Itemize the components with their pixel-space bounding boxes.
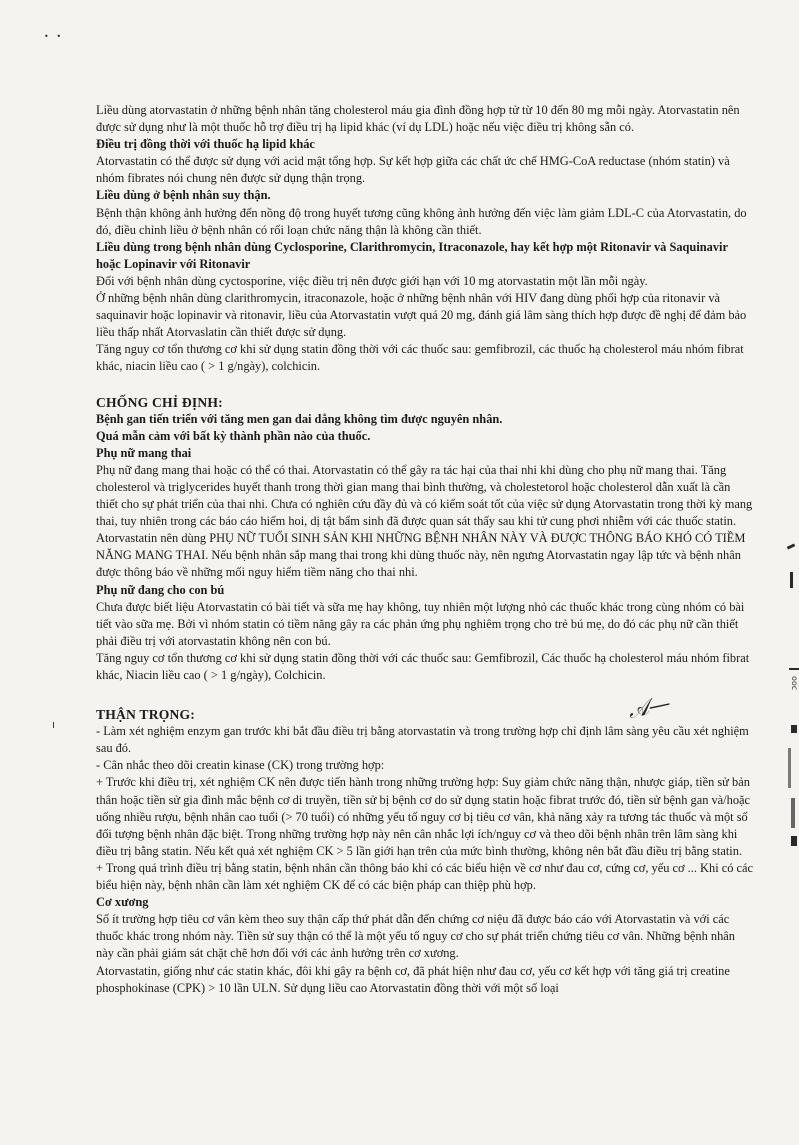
body-paragraph: Liều dùng atorvastatin ở những bệnh nhân tăng cholesterol máu gia đình đồng hợp tử từ 10 đến 80 mg mỗi ngày. Atorvastatin nên được sử dụng như là một thuốc hỗ trợ điều trị hạ lipid khác (ví dụ LDL) hoặc nếu việc điều trị không sẵn có. bbox=[96, 103, 740, 135]
scan-edge-text: ooc bbox=[790, 676, 799, 691]
body-paragraph: + Trong quá trình điều trị bằng statin, bệnh nhân cần thông báo khi có các biểu hiện về cơ như đau cơ, cứng cơ, yếu cơ ... Khi có các biểu hiện này, bệnh nhân cần làm xét nghiệm CK để có các biện pháp can thiệp phù hợp. bbox=[96, 860, 754, 893]
section-heading: Phụ nữ mang thai bbox=[96, 445, 192, 460]
body-paragraph: Bệnh thận không ảnh hưởng đến nồng độ trong huyết tương cũng không ảnh hưởng đến việc làm giảm LDL-C của Atorvastatin, do đó, điều chỉnh liều ở bệnh nhân có rối loạn chức năng thận là không cần thiết. bbox=[96, 205, 747, 237]
body-paragraph: Chưa được biết liệu Atorvastatin có bài tiết và sữa mẹ hay không, tuy nhiên một lượng nhỏ các thuốc khác trong cùng nhóm có bài tiết vào sữa mẹ. Bởi vì nhóm statin có tiềm năng gây ra các phản ứng phụ nghiêm trọng cho trẻ bú mẹ, do đó các phụ nữ cần thiết phải điều trị với atorvastatin không nên con bú. bbox=[96, 599, 745, 648]
section-heading: Quá mẫn cảm với bất kỳ thành phần nào của thuốc. bbox=[96, 428, 371, 443]
body-paragraph: Atorvastatin có thể được sử dụng với acid mật tổng hợp. Sự kết hợp giữa các chất ức chế HMG-CoA reductase (nhóm statin) và nhóm fibrates nói chung nên được sử dụng thận trọng. bbox=[96, 154, 730, 186]
scan-tick: ı bbox=[52, 718, 56, 731]
scan-edge-mark bbox=[791, 798, 795, 828]
section-heading: Cơ xương bbox=[96, 895, 149, 910]
section-heading: Liều dùng ở bệnh nhân suy thận. bbox=[96, 188, 271, 203]
section-title: THẬN TRỌNG: bbox=[96, 707, 196, 723]
scan-edge-mark bbox=[791, 725, 797, 733]
body-paragraph: Phụ nữ đang mang thai hoặc có thể có thai. Atorvastatin có thể gây ra tác hại của thai nhi khi dùng cho phụ nữ mang thai. Tăng cholesterol và triglycerides huyết thanh trong thời gian mang thai bình thường, và cholestetorol hoặc cholesterol dẫn xuất là cần thiết cho sự phát triển của thai nhi. Chưa có nghiên cứu đầy đủ và có kiểm soát tốt của việc sử dụng Atorvastatin trong thời kỳ mang thai, tuy nhiên trong các báo cáo hiếm hoi, dị tật bẩm sinh đã được quan sát thấy sau khi tử cung phơi nhiễm với các thuốc statin. Atorvastatin nên dùng PHỤ NỮ TUỔI SINH SẢN KHI NHỮNG BỆNH NHÂN NÀY VÀ ĐƯỢC THÔNG BÁO KHÓ CÓ TIỀM NĂNG MANG THAI. Nếu bệnh nhân sắp mang thai trong khi dùng thuốc này, nên ngưng Atorvastatin ngay lập tức và bệnh nhân được thông báo về những mối nguy hiểm tiềm năng cho thai nhi. bbox=[96, 462, 753, 580]
body-paragraph: Số ít trường hợp tiêu cơ vân kèm theo suy thận cấp thứ phát dẫn đến chứng cơ niệu đã được báo cáo với Atorvastatin và với các thuốc khác trong nhóm này. Tiền sử suy thận có thể là một yếu tố nguy cơ cho sự phát triển chứng tiêu cơ vân. Những bệnh nhân này cần phải giám sát chặt chẽ hơn đối với các ảnh hưởng trên cơ xương. bbox=[96, 912, 735, 961]
document-body bbox=[96, 102, 754, 997]
body-paragraph: Tăng nguy cơ tổn thương cơ khi sử dụng statin đồng thời với các thuốc sau: gemfibrozil, các thuốc hạ cholesterol máu nhóm fibrat khác, niacin liều cao ( > 1 g/ngày), colchicin. bbox=[96, 342, 744, 374]
scan-dot: • • bbox=[44, 32, 62, 41]
body-paragraph: - Làm xét nghiệm enzym gan trước khi bắt đầu điều trị bằng atorvastatin và trong trường hợp chỉ định lâm sàng yêu cầu xét nghiệm sau đó. bbox=[96, 724, 749, 756]
body-paragraph: Đối với bệnh nhân dùng cyctosporine, việc điều trị nên được giới hạn với 10 mg atorvastatin một lần mỗi ngày. bbox=[96, 273, 648, 288]
scan-edge-mark bbox=[788, 748, 791, 788]
body-paragraph: Atorvastatin, giống như các statin khác, đôi khi gây ra bệnh cơ, đã phát hiện như đau cơ, yếu cơ kết hợp với tăng giá trị creatine phosphokinase (CPK) > 10 lần ULN. Sử dụng liều cao Atorvastatin đồng thời với một số loại bbox=[96, 963, 730, 995]
section-heading: Bệnh gan tiến triển với tăng men gan dai dẳng không tìm được nguyên nhân. bbox=[96, 411, 503, 426]
scan-edge-mark bbox=[791, 836, 797, 846]
body-paragraph: Tăng nguy cơ tổn thương cơ khi sử dụng statin đồng thời với các thuốc sau: Gemfibrozil, Các thuốc hạ cholesterol máu nhóm fibrat khác, Niacin liều cao ( > 1 g/ngày), Colchicin. bbox=[96, 650, 750, 682]
section-heading: Điều trị đồng thời với thuốc hạ lipid khác bbox=[96, 137, 315, 152]
handwritten-signature: 𝒜— bbox=[625, 690, 673, 725]
section-heading: Phụ nữ đang cho con bú bbox=[96, 582, 225, 597]
scan-edge-mark bbox=[787, 543, 796, 549]
section-heading: Liều dùng trong bệnh nhân dùng Cyclosporine, Clarithromycin, Itraconazole, hay kết hợp một Ritonavir và Saquinavir hoặc Lopinavir với Ritonavir bbox=[96, 239, 728, 271]
scan-edge-mark bbox=[790, 572, 793, 588]
section-title: CHỐNG CHỈ ĐỊNH: bbox=[96, 394, 223, 410]
scan-edge-mark bbox=[789, 668, 799, 670]
body-paragraph: - Cân nhắc theo dõi creatin kinase (CK) trong trường hợp: bbox=[96, 758, 385, 773]
body-paragraph: + Trước khi điều trị, xét nghiệm CK nên được tiến hành trong những trường hợp: Suy giảm chức năng thận, nhược giáp, tiền sử bản thân hoặc tiền sử gia đình mắc bệnh cơ di truyền, tiền sử bị bệnh cơ do sử dụng statin hoặc fibrat trước đó, tiền sử bệnh gan và/hoặc uống nhiều rượu, bệnh nhân cao tuổi (> 70 tuổi) có những yếu tố nguy cơ bị tiêu cơ vân, khả năng xảy ra tương tác thuốc và một số đối tượng bệnh nhân đặc biệt. Trong những trường hợp này nên cân nhắc lợi ích/nguy cơ và theo dõi bệnh nhân trên lâm sàng khi điều trị bằng statin. Nếu kết quả xét nghiệm CK > 5 lần giới hạn trên của mức bình thường, không nên bắt đầu điều trị bằng statin. bbox=[96, 775, 751, 858]
body-paragraph: Ở những bệnh nhân dùng clarithromycin, itraconazole, hoặc ở những bệnh nhân với HIV đang dùng phối hợp của ritonavir và saquinavir hoặc lopinavir và ritonavir, liều của Atorvastatin vượt quá 20 mg, đánh giá lâm sàng thích hợp được đề nghị để đảm bảo liều thấp nhất Atorvaslatin cần thiết được sử dụng. bbox=[96, 291, 747, 340]
